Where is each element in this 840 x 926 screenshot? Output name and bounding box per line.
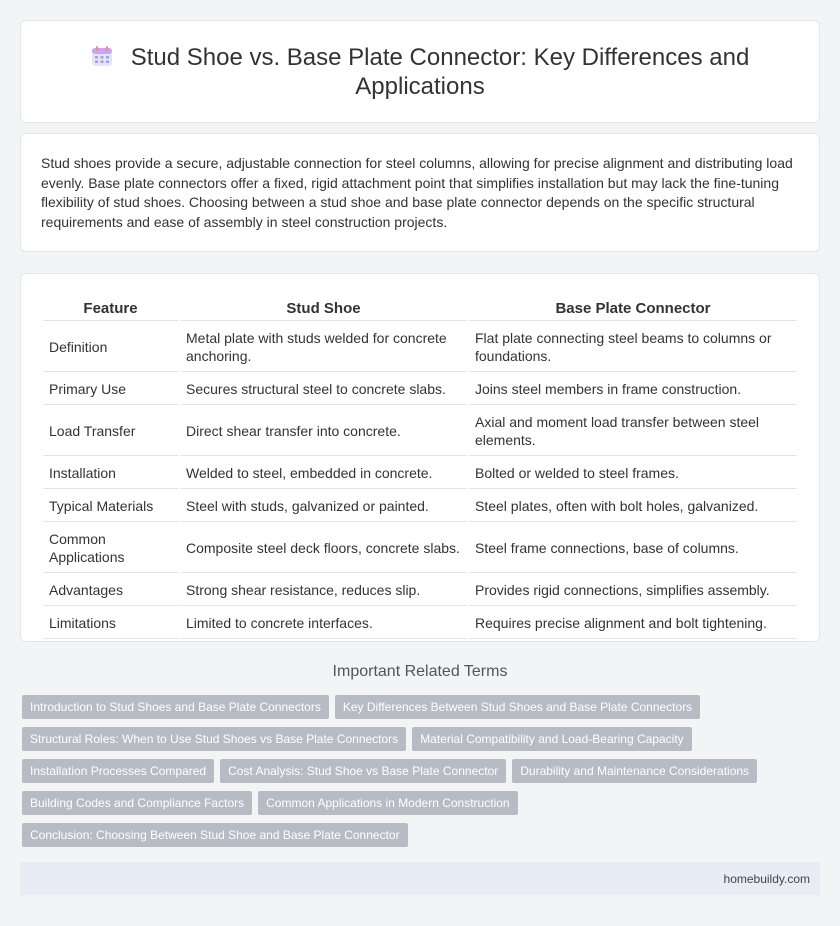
title-card (20, 20, 820, 123)
related-term-tag[interactable]: Common Applications in Modern Construction (258, 791, 517, 815)
footer-site-link[interactable]: homebuildy.com (723, 872, 810, 886)
table-cell: Metal plate with studs welded for concrete anchoring. (180, 323, 467, 372)
related-term-tag[interactable]: Structural Roles: When to Use Stud Shoes vs Base Plate Connectors (22, 727, 406, 751)
table-feature-cell: Advantages (43, 575, 178, 606)
table-row (43, 407, 797, 456)
tag-row (22, 823, 812, 855)
table-cell: Welded to steel, embedded in concrete. (180, 458, 467, 489)
related-term-tag[interactable]: Installation Processes Compared (22, 759, 214, 783)
tag-row (22, 759, 812, 791)
table-header-row (43, 296, 797, 321)
related-term-tag[interactable]: Introduction to Stud Shoes and Base Plate Connectors (22, 695, 329, 719)
table-cell: Requires precise alignment and bolt tightening. (469, 608, 797, 639)
table-feature-cell: Limitations (43, 608, 178, 639)
table-header-cell: Feature (43, 296, 178, 321)
table-row (43, 575, 797, 606)
table-row (43, 323, 797, 372)
table-feature-cell: Common Applications (43, 524, 178, 573)
table-cell: Steel plates, often with bolt holes, galvanized. (469, 491, 797, 522)
calendar-icon (91, 45, 113, 67)
comparison-table-card (20, 273, 820, 642)
related-terms-tags (22, 695, 812, 855)
table-cell: Direct shear transfer into concrete. (180, 407, 467, 456)
table-row (43, 524, 797, 573)
table-cell: Bolted or welded to steel frames. (469, 458, 797, 489)
tag-row (22, 695, 812, 727)
table-cell: Secures structural steel to concrete slabs. (180, 374, 467, 405)
table-cell: Joins steel members in frame construction. (469, 374, 797, 405)
table-header-cell: Base Plate Connector (469, 296, 797, 321)
related-terms-title: Important Related Terms (332, 663, 508, 680)
related-term-tag[interactable]: Conclusion: Choosing Between Stud Shoe and Base Plate Connector (22, 823, 408, 847)
page-title: Stud Shoe vs. Base Plate Connector: Key Differences and Applications (130, 44, 750, 100)
table-cell: Provides rigid connections, simplifies assembly. (469, 575, 797, 606)
comparison-table (41, 294, 799, 641)
table-feature-cell: Typical Materials (43, 491, 178, 522)
table-cell: Composite steel deck floors, concrete slabs. (180, 524, 467, 573)
related-term-tag[interactable]: Key Differences Between Stud Shoes and Base Plate Connectors (335, 695, 700, 719)
table-feature-cell: Primary Use (43, 374, 178, 405)
table-row (43, 491, 797, 522)
related-term-tag[interactable]: Durability and Maintenance Considerations (512, 759, 757, 783)
table-row (43, 608, 797, 639)
table-row (43, 374, 797, 405)
table-header-cell: Stud Shoe (180, 296, 467, 321)
table-cell: Steel with studs, galvanized or painted. (180, 491, 467, 522)
table-cell: Limited to concrete interfaces. (180, 608, 467, 639)
table-cell: Strong shear resistance, reduces slip. (180, 575, 467, 606)
table-cell: Steel frame connections, base of columns. (469, 524, 797, 573)
table-cell: Flat plate connecting steel beams to columns or foundations. (469, 323, 797, 372)
page-title-wrap (21, 43, 819, 101)
table-feature-cell: Definition (43, 323, 178, 372)
intro-card (20, 133, 820, 252)
related-term-tag[interactable]: Material Compatibility and Load-Bearing Capacity (412, 727, 691, 751)
table-feature-cell: Installation (43, 458, 178, 489)
footer (20, 862, 820, 895)
tag-row (22, 791, 812, 823)
table-feature-cell: Load Transfer (43, 407, 178, 456)
related-term-tag[interactable]: Cost Analysis: Stud Shoe vs Base Plate Connector (220, 759, 506, 783)
related-term-tag[interactable]: Building Codes and Compliance Factors (22, 791, 252, 815)
tag-row (22, 727, 812, 759)
table-cell: Axial and moment load transfer between steel elements. (469, 407, 797, 456)
intro-paragraph: Stud shoes provide a secure, adjustable connection for steel columns, allowing for precise alignment and distributing load evenly. Base plate connectors offer a fixed, rigid attachment point that simplifies installation but may lack the fine-tuning flexibility of stud shoes. Choosing between a stud shoe and base plate connector depends on the specific structural requirements and ease of assembly in steel construction projects. (41, 155, 793, 230)
table-row (43, 458, 797, 489)
